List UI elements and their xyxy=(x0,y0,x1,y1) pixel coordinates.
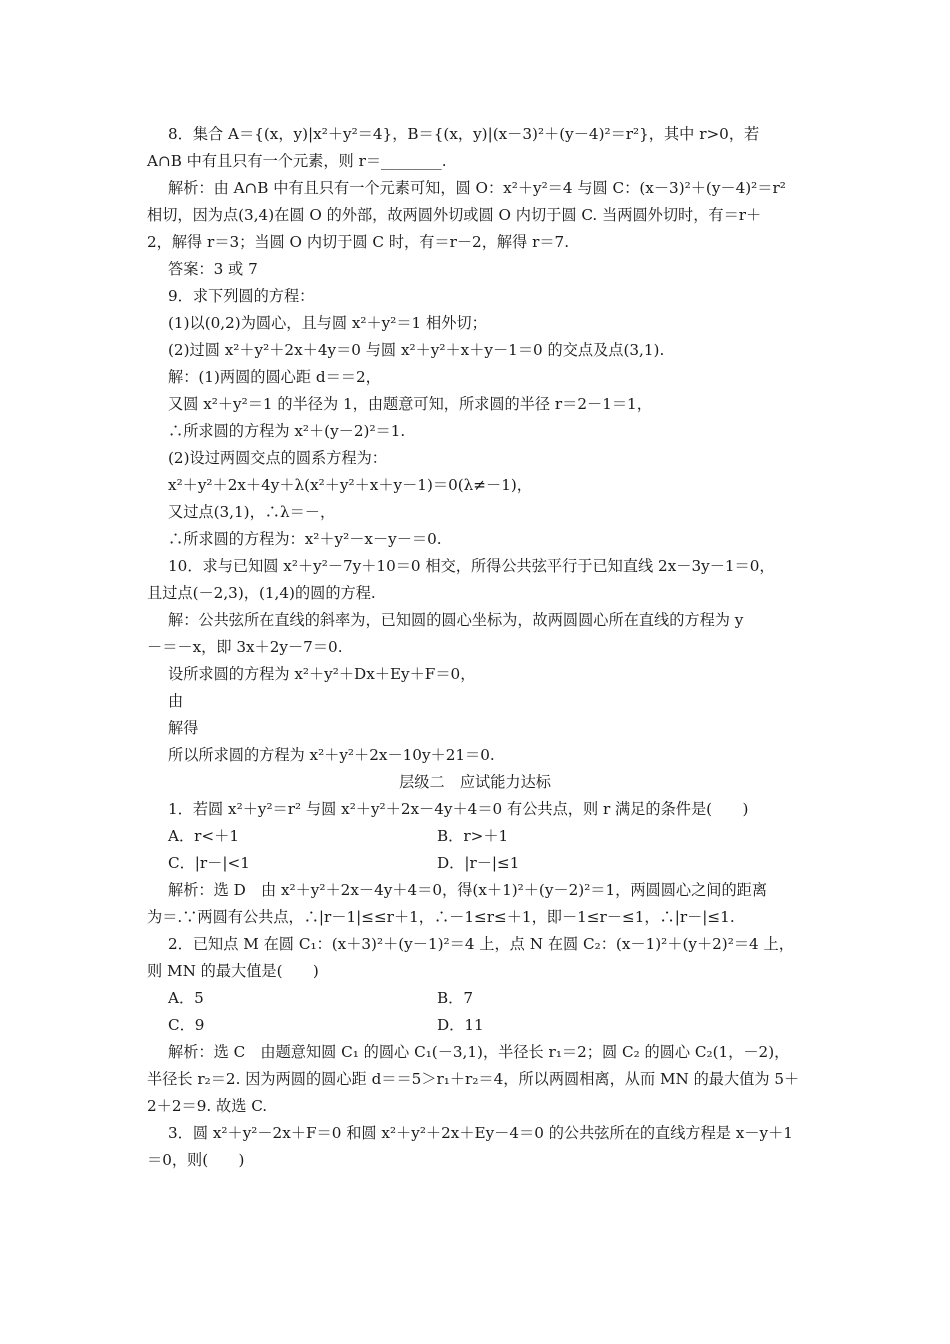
text-line-p2q2-2: 则 MN 的最大值是( ) xyxy=(147,962,319,980)
text-line-a9-6: 又过点(3,1)，∴λ＝－， xyxy=(168,503,336,521)
text-line-q9: 9．求下列圆的方程： xyxy=(168,287,315,305)
text-line-a9-3: ∴所求圆的方程为 x²＋(y－2)²＝1. xyxy=(168,422,406,440)
text-line-a9-1: 解：(1)两圆的圆心距 d＝＝2， xyxy=(168,368,381,386)
text-line-a10-3: 设所求圆的方程为 x²＋y²＋Dx＋Ey＋F＝0， xyxy=(168,665,476,683)
text-line-ans8: 答案：3 或 7 xyxy=(168,260,258,278)
text-line-q8-1: 8．集合 A＝{(x，y)|x²＋y²＝4}，B＝{(x，y)|(x－3)²＋(y－4)²＝r²}，其中 r>0，若 xyxy=(168,125,760,143)
text-line-p2a1-2: 为＝.∵两圆有公共点，∴|r－1|≤≤r＋1，∴－1≤r≤＋1，即－1≤r－≤1，∴|r－|≤1. xyxy=(147,908,735,926)
text-line-p2q2-1: 2．已知点 M 在圆 C₁：(x＋3)²＋(y－1)²＝4 上，点 N 在圆 C₂：(x－1)²＋(y＋2)²＝4 上， xyxy=(168,935,794,953)
text-line-a10-1: 解：公共弦所在直线的斜率为，已知圆的圆心坐标为，故两圆圆心所在直线的方程为 y xyxy=(168,611,744,629)
text-line-q10-1: 10．求与已知圆 x²＋y²－7y＋10＝0 相交，所得公共弦平行于已知直线 2x－3y－1＝0， xyxy=(168,557,775,575)
text-line-a8-1: 解析：由 A∩B 中有且只有一个元素可知，圆 O：x²＋y²＝4 与圆 C：(x－3)²＋(y－4)²＝r² xyxy=(168,179,786,197)
option-q2-B: B．7 xyxy=(437,989,474,1007)
text-line-a9-5: x²＋y²＋2x＋4y＋λ(x²＋y²＋x＋y－1)＝0(λ≠－1)， xyxy=(168,476,532,494)
option-q2-A: A．5 xyxy=(168,989,204,1007)
text-line-a9-2: 又圆 x²＋y²＝1 的半径为 1，由题意可知，所求圆的半径 r＝2－1＝1， xyxy=(168,395,652,413)
text-line-a10-5: 解得 xyxy=(168,719,199,737)
option-q1-D: D．|r－|≤1 xyxy=(437,854,520,872)
option-q1-A: A．r<＋1 xyxy=(168,827,239,845)
text-line-p2q1: 1．若圆 x²＋y²＝r² 与圆 x²＋y²＋2x－4y＋4＝0 有公共点，则 r 满足的条件是( ) xyxy=(168,800,749,818)
text-line-a9-7: ∴所求圆的方程为：x²＋y²－x－y－＝0. xyxy=(168,530,442,548)
text-line-p2a2-3: 2＋2＝9. 故选 C. xyxy=(147,1097,268,1115)
text-line-q8-2: A∩B 中有且只有一个元素，则 r＝________. xyxy=(147,152,447,170)
option-q2-C: C．9 xyxy=(168,1016,205,1034)
text-line-a8-3: 2，解得 r＝3；当圆 O 内切于圆 C 时，有＝r－2，解得 r＝7. xyxy=(147,233,570,251)
text-line-q9-2: (2)过圆 x²＋y²＋2x＋4y＝0 与圆 x²＋y²＋x＋y－1＝0 的交点及点(3,1). xyxy=(168,341,665,359)
text-line-p2q3-2: ＝0，则( ) xyxy=(147,1151,245,1169)
option-q1-B: B．r>＋1 xyxy=(437,827,509,845)
text-line-a10-4: 由 xyxy=(168,692,184,710)
text-line-p2q3-1: 3．圆 x²＋y²－2x＋F＝0 和圆 x²＋y²＋2x＋Ey－4＝0 的公共弦所在的直线方程是 x－y＋1 xyxy=(168,1124,793,1142)
text-line-p2a2-1: 解析：选 C 由题意知圆 C₁ 的圆心 C₁(－3,1)，半径长 r₁＝2；圆 C₂ 的圆心 C₂(1，－2)， xyxy=(168,1043,790,1061)
text-line-a10-6: 所以所求圆的方程为 x²＋y²＋2x－10y＋21＝0. xyxy=(168,746,495,764)
text-line-a10-2: －＝－x，即 3x＋2y－7＝0. xyxy=(147,638,343,656)
text-line-a8-2: 相切，因为点(3,4)在圆 O 的外部，故两圆外切或圆 O 内切于圆 C. 当两圆外切时，有＝r＋ xyxy=(147,206,762,224)
text-line-q9-1: (1)以(0,2)为圆心，且与圆 x²＋y²＝1 相外切； xyxy=(168,314,487,332)
section-title: 层级二 应试能力达标 xyxy=(399,773,551,791)
text-line-q10-2: 且过点(－2,3)，(1,4)的圆的方程. xyxy=(147,584,376,602)
text-line-p2a1-1: 解析：选 D 由 x²＋y²＋2x－4y＋4＝0，得(x＋1)²＋(y－2)²＝1，两圆圆心之间的距离 xyxy=(168,881,768,899)
option-q1-C: C．|r－|<1 xyxy=(168,854,250,872)
option-q2-D: D．11 xyxy=(437,1016,484,1034)
text-line-p2a2-2: 半径长 r₂＝2. 因为两圆的圆心距 d＝＝5＞r₁＋r₂＝4，所以两圆相离，从而 MN 的最大值为 5＋ xyxy=(147,1070,800,1088)
text-line-a9-4: (2)设过两圆交点的圆系方程为： xyxy=(168,449,387,467)
